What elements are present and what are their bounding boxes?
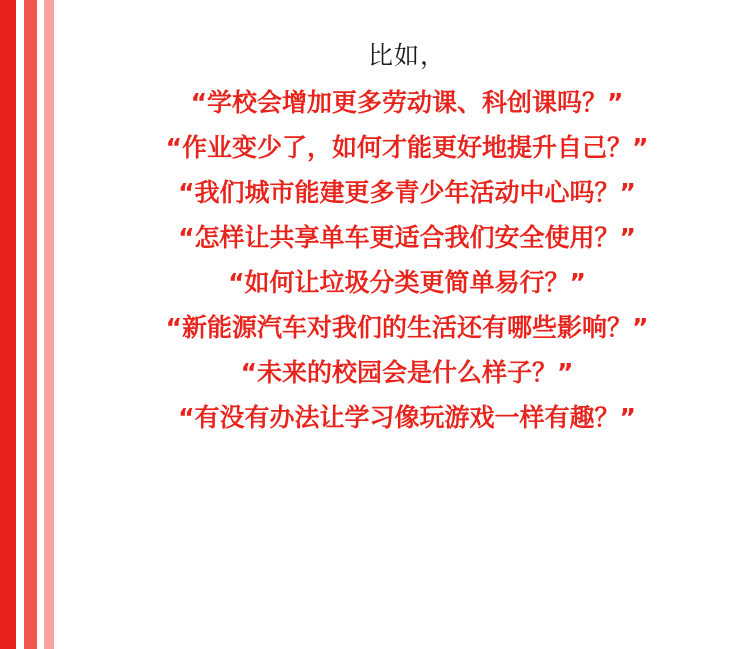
- intro-text: 比如，: [367, 41, 446, 70]
- decorative-stripes: [0, 0, 64, 649]
- article-content: [64, 0, 750, 649]
- quote-item: “未来的校园会是什么样子？”: [240, 358, 574, 387]
- quote-item: “作业变少了，如何才能更好地提升自己？”: [165, 133, 649, 162]
- quote-item: “有没有办法让学习像玩游戏一样有趣？”: [178, 403, 636, 432]
- quote-list: [64, 90, 750, 450]
- quote-item: “如何让垃圾分类更简单易行？”: [228, 268, 586, 297]
- stripe-gap-2: [37, 0, 44, 649]
- quote-item: “学校会增加更多劳动课、科创课吗？”: [190, 88, 624, 117]
- stripe-mid-red: [24, 0, 37, 649]
- stripe-gap-1: [16, 0, 24, 649]
- stripe-gap-3: [54, 0, 64, 649]
- quote-item: “新能源汽车对我们的生活还有哪些影响？”: [165, 313, 649, 342]
- stripe-red: [0, 0, 16, 649]
- quote-item: “我们城市能建更多青少年活动中心吗？”: [178, 178, 636, 207]
- quote-item: “怎样让共享单车更适合我们安全使用？”: [178, 223, 636, 252]
- stripe-light-red: [44, 0, 54, 649]
